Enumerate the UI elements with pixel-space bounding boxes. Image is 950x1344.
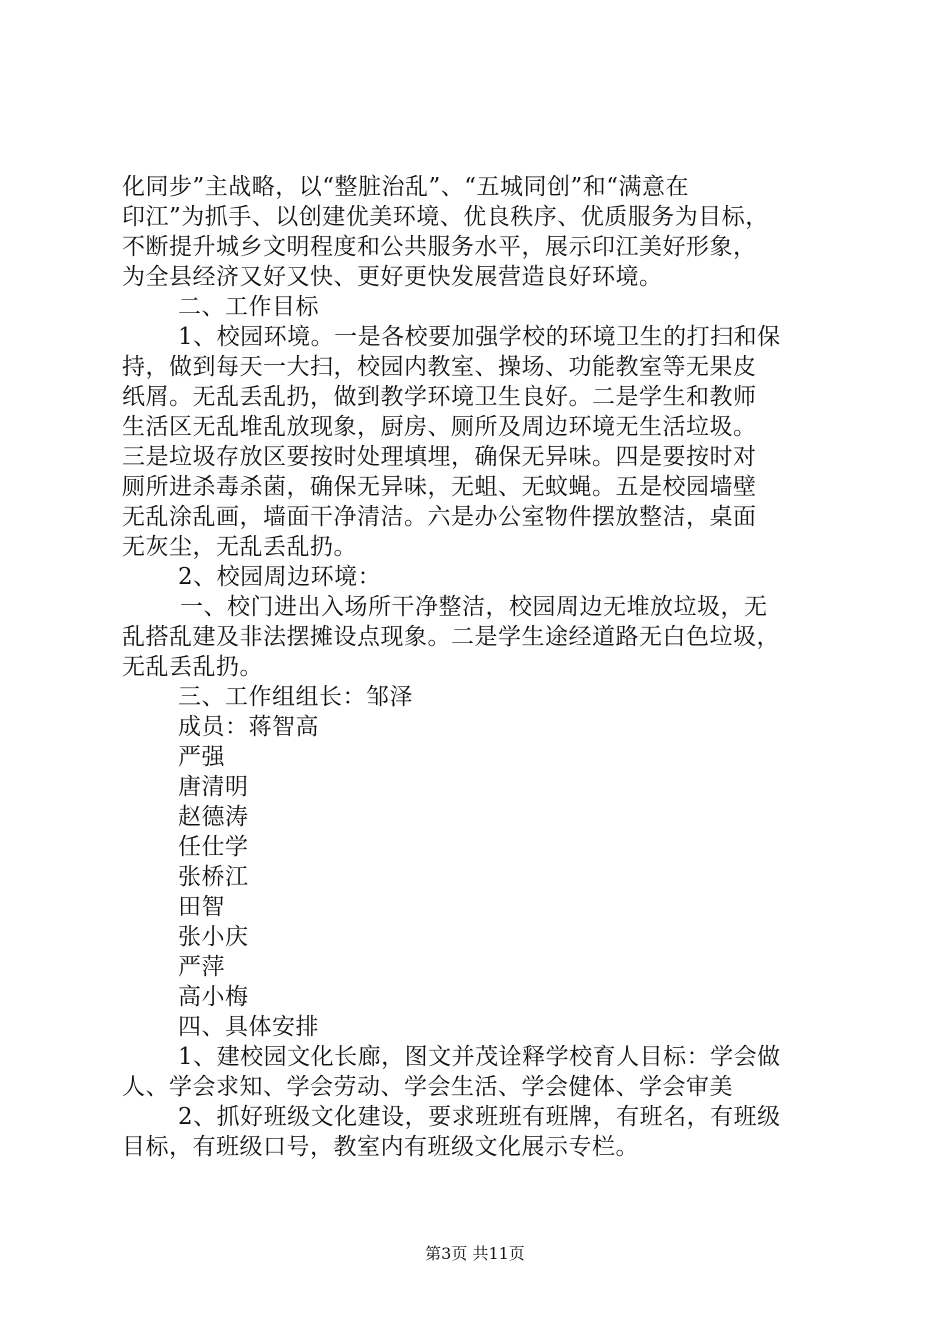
- member-name: 张小庆: [178, 924, 249, 950]
- document-body: [122, 172, 834, 1162]
- paragraph-line: 生活区无乱堆乱放现象，厨房、厕所及周边环境无生活垃圾。: [122, 414, 757, 440]
- member-name: 任仕学: [178, 834, 249, 860]
- paragraph-line: 不断提升城乡文明程度和公共服务水平，展示印江美好形象，: [122, 234, 757, 260]
- member-name: 张桥江: [178, 864, 249, 890]
- paragraph-line: 乱搭乱建及非法摆摊设点现象。二是学生途经道路无白色垃圾，: [122, 624, 780, 650]
- section-heading: 四、具体安排: [178, 1014, 319, 1040]
- subsection-heading: 2、校园周边环境：: [178, 564, 382, 590]
- paragraph-line: 无乱涂乱画，墙面干净清洁。六是办公室物件摆放整洁，桌面: [122, 504, 757, 530]
- paragraph-line: 无灰尘，无乱丢乱扔。: [122, 534, 357, 560]
- paragraph-line: 持，做到每天一大扫，校园内教室、操场、功能教室等无果皮: [122, 354, 757, 380]
- member-name: 田智: [178, 894, 225, 920]
- member-name: 高小梅: [178, 984, 249, 1010]
- paragraph-line: 厕所进杀毒杀菌，确保无异味，无蛆、无蚊蝇。五是校园墙壁: [122, 474, 757, 500]
- member-name: 严强: [178, 744, 225, 770]
- paragraph-line: 2、抓好班级文化建设，要求班班有班牌，有班名，有班级: [178, 1104, 781, 1130]
- member-line: 成员：蒋智高: [178, 714, 319, 740]
- paragraph-line: 纸屑。无乱丢乱扔，做到教学环境卫生良好。二是学生和教师: [122, 384, 757, 410]
- paragraph-line: 1、建校园文化长廊，图文并茂诠释学校育人目标：学会做: [178, 1044, 781, 1070]
- paragraph-line: 无乱丢乱扔。: [122, 654, 263, 680]
- section-heading: 三、工作组组长：邹泽: [178, 684, 413, 710]
- paragraph-line: 印江”为抓手、以创建优美环境、优良秩序、优质服务为目标，: [122, 204, 769, 230]
- page-footer: 第3页 共11页: [425, 1244, 525, 1263]
- paragraph-line: 目标，有班级口号，教室内有班级文化展示专栏。: [122, 1134, 639, 1160]
- paragraph-line: 为全县经济又好又快、更好更快发展营造良好环境。: [122, 264, 663, 290]
- paragraph-line: 1、校园环境。一是各校要加强学校的环境卫生的打扫和保: [178, 324, 781, 350]
- member-name: 赵德涛: [178, 804, 249, 830]
- paragraph-line: 人、学会求知、学会劳动、学会生活、学会健体、学会审美: [122, 1074, 733, 1100]
- member-name: 严萍: [178, 954, 225, 980]
- member-name: 唐清明: [178, 774, 249, 800]
- section-heading: 二、工作目标: [178, 294, 319, 320]
- paragraph-line: 三是垃圾存放区要按时处理填埋，确保无异味。四是要按时对: [122, 444, 757, 470]
- paragraph-line: 化同步”主战略，以“整脏治乱”、“五城同创”和“满意在: [122, 174, 690, 200]
- paragraph-line: 一、校门进出入场所干净整洁，校园周边无堆放垃圾，无: [180, 594, 768, 620]
